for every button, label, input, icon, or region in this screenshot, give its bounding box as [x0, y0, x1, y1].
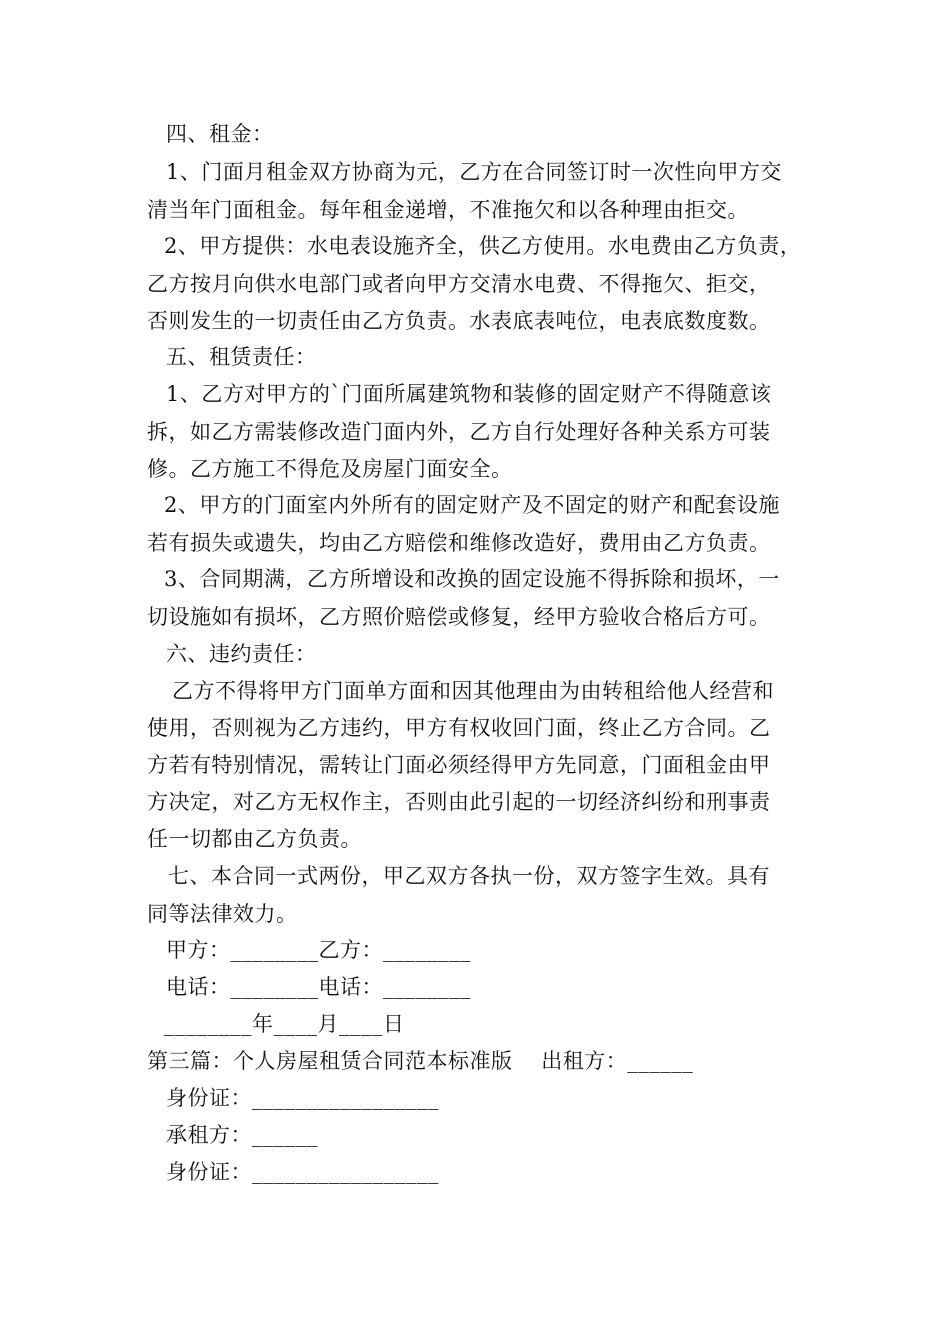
paragraph-line: 修。乙方施工不得危及房屋门面安全。: [147, 457, 513, 481]
paragraph-line: 拆，如乙方需装修改造门面内外，乙方自行处理好各种关系方可装: [147, 420, 771, 444]
paragraph-line: 同等法律效力。: [147, 902, 298, 926]
signature-line-date: ________年____月____日: [164, 1012, 405, 1036]
paragraph-line: 2、甲方提供：水电表设施齐全，供乙方使用。水电费由乙方负责，: [164, 234, 802, 258]
paragraph-line: 乙方不得将甲方门面单方面和因其他理由为由转租给他人经营和: [172, 679, 774, 703]
paragraph-line: 七、本合同一式两份，甲乙双方各执一份，双方签字生效。具有: [168, 864, 770, 888]
section-heading-breach: 六、违约责任：: [166, 642, 317, 666]
signature-line-parties: 甲方：________乙方：________: [166, 938, 471, 962]
paragraph-line: 1、乙方对甲方的`门面所属建筑物和装修的固定财产不得随意该: [166, 382, 772, 406]
paragraph-line: 乙方按月向供水电部门或者向甲方交清水电费、不得拖欠、拒交，: [147, 272, 771, 296]
paragraph-line: 方若有特别情况，需转让门面必须经得甲方先同意，门面租金由甲: [147, 753, 771, 777]
paragraph-line: 3、合同期满，乙方所增设和改换的固定设施不得拆除和损坏，一: [164, 567, 780, 591]
paragraph-line: 若有损失或遗失，均由乙方赔偿和维修改造好，费用由乙方负责。: [147, 531, 771, 555]
paragraph-line: 切设施如有损坏，乙方照价赔偿或修复，经甲方验收合格后方可。: [147, 605, 771, 629]
signature-line-phones: 电话：________电话：________: [166, 975, 471, 999]
form-line-lessee: 承租方：______: [166, 1123, 318, 1147]
form-line-id-lessee: 身份证：_________________: [166, 1160, 439, 1184]
paragraph-line: 方决定，对乙方无权作主，否则由此引起的一切经济纠纷和刑事责: [147, 790, 771, 814]
section-heading-rent: 四、租金：: [166, 122, 274, 146]
paragraph-line: 清当年门面租金。每年租金递增，不准拖欠和以各种理由拒交。: [147, 198, 749, 222]
section-heading-lease-liability: 五、租赁责任：: [166, 345, 317, 369]
chapter-heading-third: 第三篇：个人房屋租赁合同范本标准版 出租方：______: [147, 1049, 694, 1073]
paragraph-line: 2、甲方的门面室内外所有的固定财产及不固定的财产和配套设施: [164, 493, 780, 517]
paragraph-line: 否则发生的一切责任由乙方负责。水表底表吨位，电表底数度数。: [147, 309, 771, 333]
paragraph-line: 1、门面月租金双方协商为元，乙方在合同签订时一次性向甲方交: [166, 160, 782, 184]
paragraph-line: 任一切都由乙方负责。: [147, 827, 362, 851]
form-line-id-lessor: 身份证：_________________: [166, 1086, 439, 1110]
paragraph-line: 使用，否则视为乙方违约，甲方有权收回门面，终止乙方合同。乙: [147, 716, 771, 740]
